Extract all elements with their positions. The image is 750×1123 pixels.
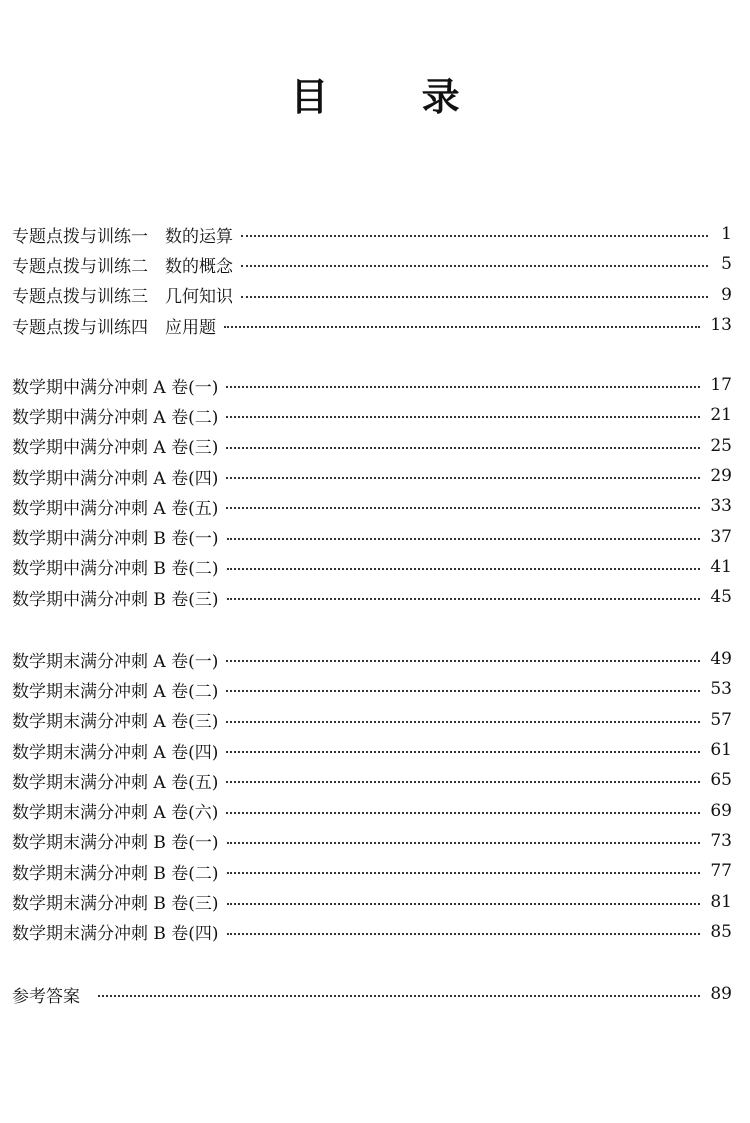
toc-entry-label: 专题点拨与训练三 几何知识 xyxy=(12,287,233,308)
toc-entry-label: 专题点拨与训练二 数的概念 xyxy=(12,256,233,277)
toc-entry-label: 数学期末满分冲刺 A 卷(二) xyxy=(12,681,219,702)
dot-leader xyxy=(98,995,700,997)
dot-leader xyxy=(226,386,700,388)
dot-leader xyxy=(227,872,701,874)
toc-entry[interactable] xyxy=(12,795,732,825)
dot-leader xyxy=(227,538,701,540)
dot-leader xyxy=(226,477,700,479)
toc-entry[interactable] xyxy=(12,280,732,310)
toc-entry-label: 数学期中满分冲刺 B 卷(三) xyxy=(12,589,219,610)
toc-entry[interactable] xyxy=(12,582,732,612)
toc-entry[interactable] xyxy=(12,765,732,795)
toc-entry-page: 65 xyxy=(710,770,732,791)
toc-entry[interactable] xyxy=(12,979,732,1009)
toc-entry-page: 13 xyxy=(710,315,732,336)
toc-entry-label: 数学期中满分冲刺 A 卷(五) xyxy=(12,498,219,519)
toc-entry-label: 参考答案 xyxy=(12,986,80,1007)
dot-leader xyxy=(226,812,700,814)
toc-entry-page: 85 xyxy=(710,921,732,942)
dot-leader xyxy=(227,842,701,844)
toc-entry-page: 73 xyxy=(710,830,732,851)
dot-leader xyxy=(226,781,700,783)
toc-entry[interactable] xyxy=(12,735,732,765)
toc-entry[interactable] xyxy=(12,886,732,916)
dot-leader xyxy=(226,690,700,692)
toc-entry-label: 专题点拨与训练一 数的运算 xyxy=(12,226,233,247)
toc-entry[interactable] xyxy=(12,310,732,340)
toc-entry-page: 69 xyxy=(710,800,732,821)
toc-entry-page: 81 xyxy=(710,891,732,912)
toc-entry[interactable] xyxy=(12,552,732,582)
toc-entry-page: 77 xyxy=(710,861,732,882)
page-title: 目 录 xyxy=(290,75,500,119)
toc-entry[interactable] xyxy=(12,370,732,400)
dot-leader xyxy=(241,235,708,237)
toc-entry-label: 数学期末满分冲刺 A 卷(四) xyxy=(12,742,219,763)
toc-entry-label: 数学期末满分冲刺 B 卷(三) xyxy=(12,894,219,915)
dot-leader xyxy=(226,721,700,723)
toc-entry-page: 21 xyxy=(710,405,732,426)
toc-entry-label: 数学期末满分冲刺 B 卷(四) xyxy=(12,924,219,945)
toc-entry-page: 57 xyxy=(710,709,732,730)
toc-entry[interactable] xyxy=(12,461,732,491)
toc-entry[interactable] xyxy=(12,644,732,674)
toc-entry-page: 89 xyxy=(710,984,732,1005)
toc-entry-page: 29 xyxy=(710,466,732,487)
toc-group-final xyxy=(12,644,732,947)
toc-entry[interactable] xyxy=(12,521,732,551)
toc-entry-label: 数学期末满分冲刺 A 卷(一) xyxy=(12,651,219,672)
toc-entry-label: 数学期中满分冲刺 B 卷(二) xyxy=(12,559,219,580)
toc-entry-label: 数学期中满分冲刺 B 卷(一) xyxy=(12,529,219,550)
dot-leader xyxy=(226,660,700,662)
dot-leader xyxy=(226,751,700,753)
toc-entry-page: 33 xyxy=(710,496,732,517)
toc-entry-label: 数学期末满分冲刺 A 卷(五) xyxy=(12,772,219,793)
toc-entry-page: 25 xyxy=(710,435,732,456)
toc-entry[interactable] xyxy=(12,826,732,856)
toc-entry[interactable] xyxy=(12,219,732,249)
toc-entry-page: 5 xyxy=(721,254,732,275)
toc-group-midterm xyxy=(12,370,732,612)
toc-entry-page: 49 xyxy=(710,649,732,670)
toc-entry-label: 数学期末满分冲刺 A 卷(六) xyxy=(12,803,219,824)
toc-entry[interactable] xyxy=(12,400,732,430)
dot-leader xyxy=(227,598,701,600)
toc-entry[interactable] xyxy=(12,856,732,886)
toc-entry-page: 53 xyxy=(710,679,732,700)
dot-leader xyxy=(226,416,700,418)
toc-entry-page: 41 xyxy=(710,556,732,577)
dot-leader xyxy=(226,447,700,449)
toc-entry[interactable] xyxy=(12,431,732,461)
toc-entry-page: 1 xyxy=(721,224,732,245)
dot-leader xyxy=(227,933,701,935)
toc-entry-label: 专题点拨与训练四 应用题 xyxy=(12,317,216,338)
toc-entry-label: 数学期末满分冲刺 B 卷(一) xyxy=(12,833,219,854)
toc-entry[interactable] xyxy=(12,674,732,704)
toc-entry-label: 数学期末满分冲刺 A 卷(三) xyxy=(12,712,219,733)
toc-entry[interactable] xyxy=(12,249,732,279)
dot-leader xyxy=(227,903,701,905)
dot-leader xyxy=(241,296,708,298)
toc-group-topics xyxy=(12,219,732,340)
toc-entry-page: 61 xyxy=(710,740,732,761)
toc-entry-label: 数学期中满分冲刺 A 卷(一) xyxy=(12,377,219,398)
toc-entry[interactable] xyxy=(12,917,732,947)
toc-entry-page: 9 xyxy=(721,284,732,305)
toc-group-answers xyxy=(12,979,732,1009)
toc-entry[interactable] xyxy=(12,491,732,521)
dot-leader xyxy=(241,265,708,267)
dot-leader xyxy=(224,326,700,328)
toc-entry[interactable] xyxy=(12,705,732,735)
toc-entry-page: 45 xyxy=(710,587,732,608)
dot-leader xyxy=(227,568,701,570)
toc-entry-label: 数学期中满分冲刺 A 卷(四) xyxy=(12,468,219,489)
toc-entry-label: 数学期末满分冲刺 B 卷(二) xyxy=(12,863,219,884)
toc-entry-label: 数学期中满分冲刺 A 卷(三) xyxy=(12,438,219,459)
toc-entry-label: 数学期中满分冲刺 A 卷(二) xyxy=(12,407,219,428)
dot-leader xyxy=(226,507,700,509)
toc-entry-page: 17 xyxy=(710,375,732,396)
toc-entry-page: 37 xyxy=(710,526,732,547)
